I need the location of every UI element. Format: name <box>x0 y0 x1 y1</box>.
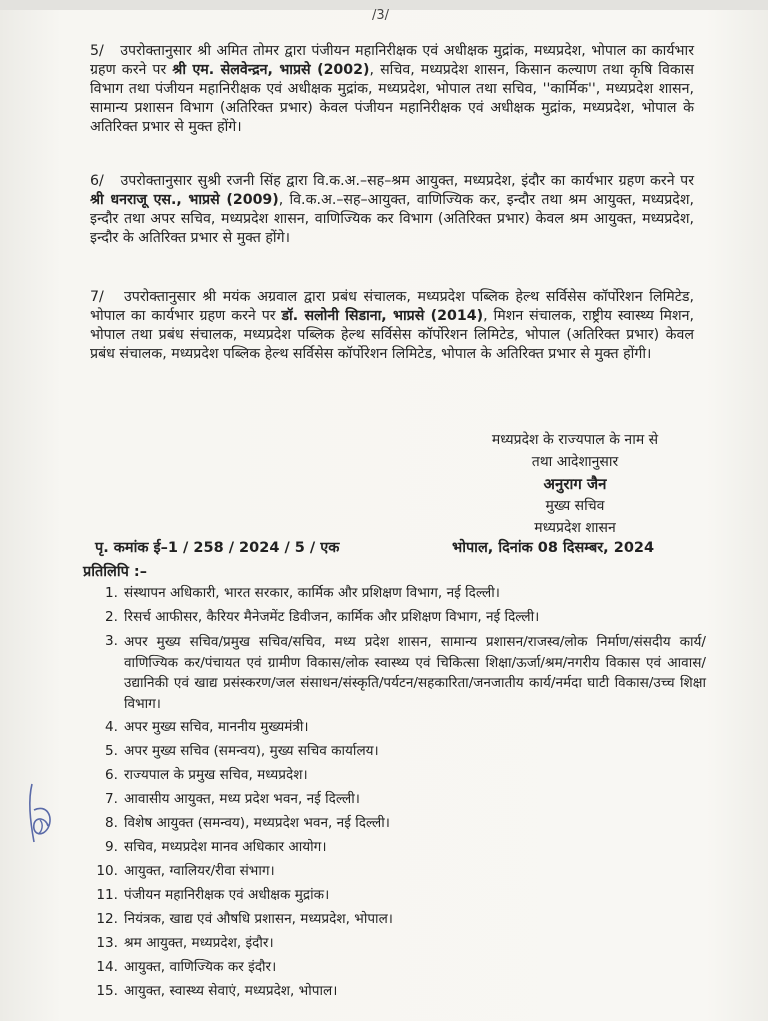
signature-block <box>440 429 710 539</box>
list-item <box>94 718 706 737</box>
paragraph-7 <box>90 288 694 364</box>
officer-name: डॉ. सलोनी सिडाना, भाप्रसे (2014) <box>281 308 484 324</box>
paragraph-text: उपरोक्तानुसार श्री अमित तोमर द्वारा पंजीयन महानिरीक्षक एवं अधीक्षक मुद्रांक, मध्यप्रदेश, भोपाल का कार्यभार ग्रहण करने पर <box>90 43 694 78</box>
paragraph-number: 5/ <box>90 43 104 59</box>
list-number: 2. <box>105 609 118 625</box>
list-text: पंजीयन महानिरीक्षक एवं अधीक्षक मुद्रांक। <box>124 887 330 903</box>
list-text: आयुक्त, ग्वालियर/रीवा संभाग। <box>124 863 275 879</box>
list-number: 10. <box>96 863 118 879</box>
paragraph-text: उपरोक्तानुसार श्री मयंक अग्रवाल द्वारा प्रबंध संचालक, मध्यप्रदेश पब्लिक हेल्थ सर्विसेस कॉर्पोरेशन लिमिटेड, भोपाल का कार्यभार ग्रहण करने पर <box>90 289 695 324</box>
list-item <box>94 886 706 905</box>
signature-line-1: मध्यप्रदेश के राज्यपाल के नाम से <box>491 432 659 448</box>
list-text: विशेष आयुक्त (समन्वय), मध्यप्रदेश भवन, नई दिल्ली। <box>124 815 390 831</box>
list-item <box>94 814 706 833</box>
list-number: 5. <box>105 743 118 759</box>
list-text: रिसर्च आफीसर, कैरियर मैनेजमेंट डिवीजन, कार्मिक और प्रशिक्षण विभाग, नई दिल्ली। <box>124 609 540 625</box>
paragraph-number: 7/ <box>90 289 104 305</box>
officer-name: श्री एम. सेलवेन्द्रन, भाप्रसे (2002) <box>172 62 370 78</box>
signature-line-2: तथा आदेशानुसार <box>531 454 619 470</box>
list-text: श्रम आयुक्त, मध्यप्रदेश, इंदौर। <box>124 935 274 951</box>
list-text: सचिव, मध्यप्रदेश मानव अधिकार आयोग। <box>124 839 327 855</box>
paragraph-5 <box>90 42 694 137</box>
paragraph-text: , सचिव, मध्यप्रदेश शासन, किसान कल्याण तथा कृषि विकास विभाग तथा पंजीयन महानिरीक्षक एवं अधीक्षक मुद्रांक, मध्यप्रदेश, भोपाल तथा सचिव, ''कार्मिक'', मध्यप्रदेश शासन, सामान्य प्रशासन विभाग (अतिरिक्त प्रभार) केवल पंजीयन महानिरीक्षक एवं अधीक्षक मुद्रांक, मध्यप्रदेश, भोपाल के अतिरिक्त प्रभार से मुक्त होंगे। <box>90 62 695 135</box>
list-number: 4. <box>105 719 118 735</box>
list-number: 15. <box>96 983 118 999</box>
paragraph-6 <box>90 172 694 248</box>
list-number: 11. <box>96 887 118 903</box>
list-text: राज्यपाल के प्रमुख सचिव, मध्यप्रदेश। <box>124 767 308 783</box>
list-text: नियंत्रक, खाद्य एवं औषधि प्रशासन, मध्यप्रदेश, भोपाल। <box>124 911 393 927</box>
list-item <box>94 632 706 714</box>
list-number: 1. <box>105 585 118 601</box>
paragraph-text: , मिशन संचालक, राष्ट्रीय स्वास्थ्य मिशन, भोपाल तथा प्रबंध संचालक, मध्यप्रदेश पब्लिक हेल्थ सर्विसेस कॉर्पोरेशन लिमिटेड, भोपाल (अतिरिक्त प्रभार) केवल प्रबंध संचालक, मध्यप्रदेश पब्लिक हेल्थ सर्विसेस कॉर्पोरेशन लिमिटेड, भोपाल के अतिरिक्त प्रभार से मुक्त होंगी। <box>90 308 695 362</box>
signatory-designation: मुख्य सचिव <box>545 498 605 514</box>
list-item <box>94 910 706 929</box>
signatory-name: अनुराग जैन <box>543 475 607 493</box>
list-text: अपर मुख्य सचिव (समन्वय), मुख्य सचिव कार्यालय। <box>124 743 379 759</box>
list-text: संस्थापन अधिकारी, भारत सरकार, कार्मिक और प्रशिक्षण विभाग, नई दिल्ली। <box>124 585 500 601</box>
list-number: 12. <box>96 911 118 927</box>
page-number: /3/ <box>372 8 390 23</box>
list-number: 13. <box>96 935 118 951</box>
list-text: आयुक्त, वाणिज्यिक कर इंदौर। <box>124 959 277 975</box>
copy-heading: प्रतिलिपि :– <box>83 564 147 580</box>
list-item <box>94 742 706 761</box>
list-item <box>94 934 706 953</box>
list-item <box>94 608 706 627</box>
list-item <box>94 584 706 603</box>
signatory-office: मध्यप्रदेश शासन <box>534 520 616 536</box>
list-number: 14. <box>96 959 118 975</box>
officer-name: श्री धनराजू एस., भाप्रसे (2009) <box>90 192 279 208</box>
handwritten-initials-mark <box>18 780 60 850</box>
list-number: 9. <box>105 839 118 855</box>
list-number: 3. <box>105 633 118 649</box>
list-text: अपर मुख्य सचिव/प्रमुख सचिव/सचिव, मध्य प्रदेश शासन, सामान्य प्रशासन/राजस्व/लोक निर्माण/संसदीय कार्य/वाणिज्यिक कर/पंचायत एवं ग्रामीण विकास/लोक स्वास्थ्य एवं चिकित्सा शिक्षा/ऊर्जा/श्रम/नगरीय विकास एवं आवास/उद्यानिकी एवं खाद्य प्रसंस्करण/जल संसाधन/संस्कृति/पर्यटन/सहकारिता/जनजातीय कार्य/नर्मदा घाटी विकास/उच्च शिक्षा विभाग। <box>124 634 706 712</box>
list-item <box>94 862 706 881</box>
paragraph-text: उपरोक्तानुसार सुश्री रजनी सिंह द्वारा वि.क.अ.–सह–श्रम आयुक्त, मध्यप्रदेश, इंदौर का कार्यभार ग्रहण करने पर <box>120 173 694 189</box>
list-item <box>94 790 706 809</box>
date-line: भोपाल, दिनांक 08 दिसम्बर, 2024 <box>452 540 655 556</box>
list-text: आयुक्त, स्वास्थ्य सेवाएं, मध्यप्रदेश, भोपाल। <box>124 983 338 999</box>
list-item <box>94 982 706 1001</box>
paragraph-text: , वि.क.अ.–सह–आयुक्त, वाणिज्यिक कर, इन्दौर तथा श्रम आयुक्त, मध्यप्रदेश, इन्दौर तथा अपर सचिव, मध्यप्रदेश शासन, वाणिज्यिक कर विभाग (अतिरिक्त प्रभार) केवल श्रम आयुक्त, मध्यप्रदेश, इन्दौर के अतिरिक्त प्रभार से मुक्त होंगे। <box>90 192 694 246</box>
list-number: 7. <box>105 791 118 807</box>
reference-number: पृ. कमांक ई–1 / 258 / 2024 / 5 / एक <box>95 540 340 556</box>
list-text: आवासीय आयुक्त, मध्य प्रदेश भवन, नई दिल्ली। <box>124 791 360 807</box>
list-item <box>94 766 706 785</box>
list-item <box>94 838 706 857</box>
list-text: अपर मुख्य सचिव, माननीय मुख्यमंत्री। <box>124 719 309 735</box>
list-item <box>94 958 706 977</box>
list-number: 6. <box>105 767 118 783</box>
copy-list <box>94 584 706 1006</box>
paragraph-number: 6/ <box>90 173 104 189</box>
list-number: 8. <box>105 815 118 831</box>
